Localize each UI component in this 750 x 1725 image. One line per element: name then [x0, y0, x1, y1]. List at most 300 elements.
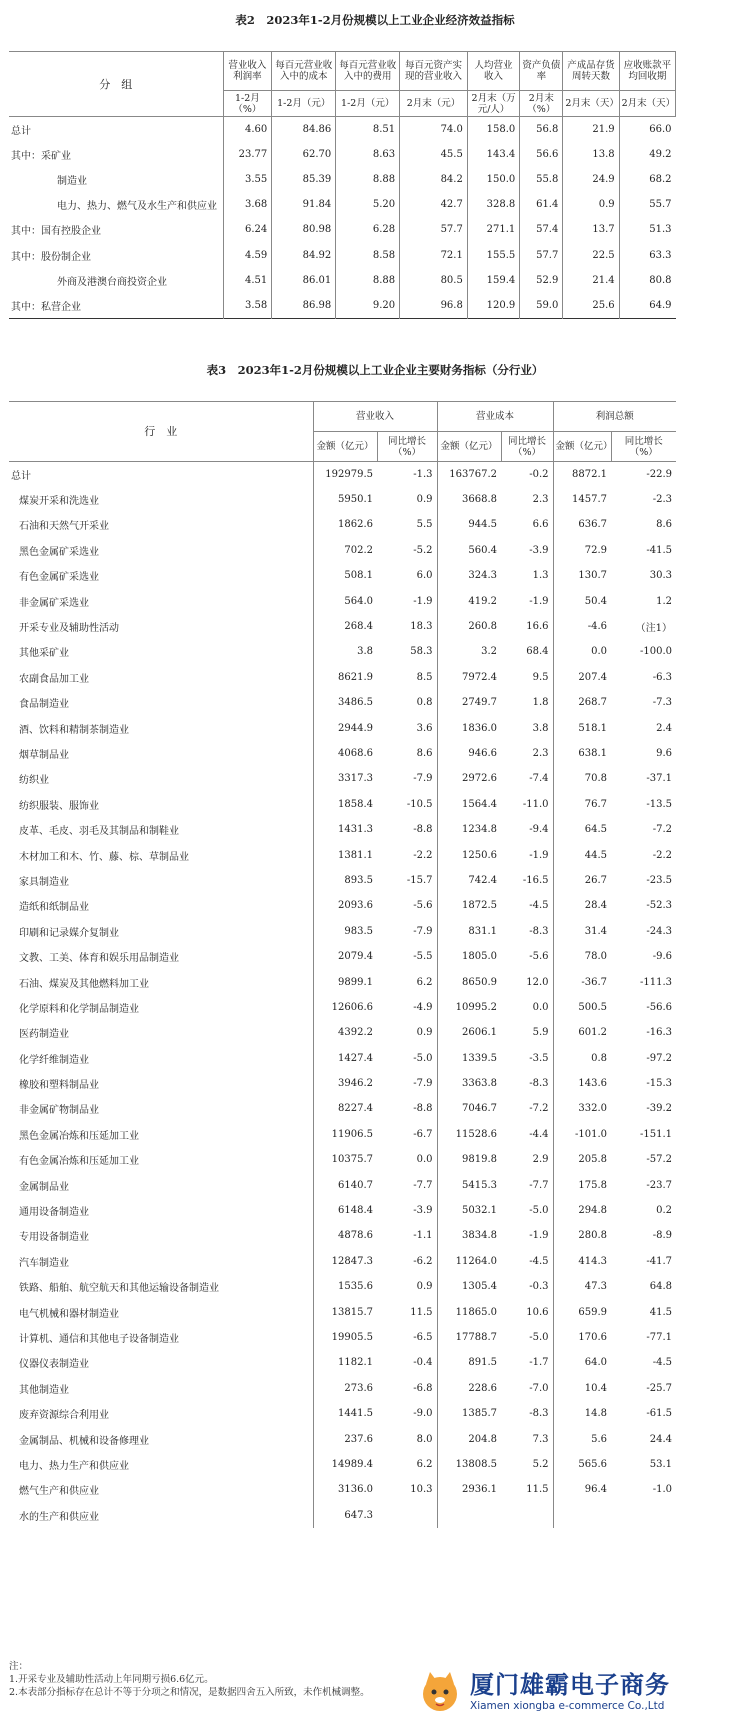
table-cell: 64.8	[649, 1281, 672, 1293]
row-label: 木材加工和木、竹、藤、棕、草制品业	[19, 851, 189, 863]
row-label: 非金属矿采选业	[19, 597, 89, 609]
row-label: 金属制品、机械和设备修理业	[19, 1435, 149, 1447]
row-label: 文教、工美、体育和娱乐用品制造业	[19, 953, 179, 965]
table-row	[9, 639, 676, 664]
table-row	[9, 1350, 676, 1375]
table-cell: 21.9	[563, 117, 619, 142]
table-cell: 57.4	[520, 217, 563, 242]
table2-body	[9, 117, 676, 319]
table-cell: 8.5	[416, 671, 433, 683]
table-cell: -41.5	[646, 544, 672, 556]
table-cell: 10.4	[553, 1376, 611, 1401]
table-cell: 893.5	[313, 868, 377, 893]
table-cell: 1457.7	[553, 487, 611, 512]
row-label: 废弃资源综合利用业	[19, 1410, 109, 1422]
table-cell: 0.0	[532, 1001, 549, 1013]
table-cell: 80.5	[400, 268, 468, 293]
table-cell: 86.01	[272, 268, 336, 293]
table-cell: 53.1	[649, 1458, 672, 1470]
table-cell: 2749.7	[437, 690, 501, 715]
table-cell: 268.7	[553, 690, 611, 715]
table-row	[9, 1147, 676, 1172]
column-header: 每百元营业收入中的费用	[336, 52, 400, 91]
table-cell: -57.2	[646, 1154, 672, 1166]
table-cell: 0.9	[416, 1027, 433, 1039]
table-cell: 4392.2	[313, 1020, 377, 1045]
table-cell: 22.5	[563, 242, 619, 267]
table-cell: -4.6	[553, 614, 611, 639]
table-cell: 1234.8	[437, 817, 501, 842]
table-cell: 96.8	[400, 293, 468, 318]
table-cell: -9.0	[413, 1408, 433, 1420]
table-cell: -5.0	[413, 1052, 433, 1064]
table-cell: -100.0	[639, 646, 672, 658]
table-cell: 13.8	[563, 142, 619, 167]
table-cell: 3136.0	[313, 1477, 377, 1502]
table-row	[9, 817, 676, 842]
sub-header-amount: 金额（亿元）	[437, 432, 501, 462]
table-cell: 143.6	[553, 1071, 611, 1096]
table-cell: 1305.4	[437, 1274, 501, 1299]
table-row	[9, 538, 676, 563]
table-cell: 1872.5	[437, 893, 501, 918]
table-cell: 72.9	[553, 538, 611, 563]
sub-header-growth: 同比增长（%）	[501, 432, 553, 462]
table-row	[9, 512, 676, 537]
table-cell: 6148.4	[313, 1198, 377, 1223]
table-cell: 11264.0	[437, 1249, 501, 1274]
table-cell: 11906.5	[313, 1122, 377, 1147]
table-cell: -1.9	[529, 1230, 549, 1242]
table-cell: 419.2	[437, 588, 501, 613]
table-cell: 12847.3	[313, 1249, 377, 1274]
table-cell: -15.7	[406, 874, 433, 886]
row-label: 石油和天然气开采业	[19, 521, 109, 533]
table-cell: 5.6	[553, 1426, 611, 1451]
table-cell: 3.8	[313, 639, 377, 664]
table-cell: -24.3	[646, 925, 672, 937]
table-cell: 143.4	[467, 142, 519, 167]
table-cell: 702.2	[313, 538, 377, 563]
table-cell: 2079.4	[313, 944, 377, 969]
table-cell: 237.6	[313, 1426, 377, 1451]
table-cell: 7046.7	[437, 1096, 501, 1121]
table-row	[9, 741, 676, 766]
table-cell: 946.6	[437, 741, 501, 766]
table-cell: 192979.5	[313, 462, 377, 487]
table-cell: 21.4	[563, 268, 619, 293]
table-cell: -10.5	[406, 798, 433, 810]
table-cell: 68.2	[619, 167, 675, 192]
table-cell: -6.3	[652, 671, 672, 683]
table-cell: -97.2	[646, 1052, 672, 1064]
table-cell: 61.4	[520, 192, 563, 217]
table-cell: 26.7	[553, 868, 611, 893]
row-label: 其中：采矿业	[11, 150, 71, 162]
row-label: 煤炭开采和洗选业	[19, 496, 99, 508]
table-cell: -1.3	[413, 468, 433, 480]
row-label: 纺织服装、服饰业	[19, 800, 99, 812]
table-cell: 7972.4	[437, 665, 501, 690]
row-label: 印刷和记录媒介复制业	[19, 927, 119, 939]
table-cell: 0.8	[553, 1045, 611, 1070]
table-cell: 1381.1	[313, 842, 377, 867]
table-cell: 601.2	[553, 1020, 611, 1045]
table-cell: 11865.0	[437, 1299, 501, 1324]
table3-body	[9, 462, 676, 1528]
table-row	[9, 1249, 676, 1274]
table-cell: 268.4	[313, 614, 377, 639]
table-cell: 8227.4	[313, 1096, 377, 1121]
row-label: 电力、热力生产和供应业	[19, 1460, 129, 1472]
table-cell: 2936.1	[437, 1477, 501, 1502]
table-cell: 280.8	[553, 1223, 611, 1248]
table-cell: -5.2	[413, 544, 433, 556]
table-cell: -13.5	[646, 798, 672, 810]
table-cell: 0.9	[416, 1281, 433, 1293]
row-label: 燃气生产和供应业	[19, 1486, 99, 1498]
table-cell: -4.5	[529, 900, 549, 912]
table-cell: 0.9	[416, 494, 433, 506]
table-cell: 271.1	[467, 217, 519, 242]
row-label: 化学纤维制造业	[19, 1054, 89, 1066]
row-label: 橡胶和塑料制品业	[19, 1080, 99, 1092]
table2-title: 表2 2023年1-2月份规模以上工业企业经济效益指标	[235, 13, 515, 27]
watermark	[418, 1663, 680, 1721]
table-cell: -11.0	[522, 798, 549, 810]
group-header: 分 组	[9, 52, 223, 117]
table-cell: 91.84	[272, 192, 336, 217]
table-cell: 1.8	[532, 697, 549, 709]
table-cell: 6.2	[416, 1458, 433, 1470]
table-cell: 84.86	[272, 117, 336, 142]
row-label: 烟草制品业	[19, 749, 69, 761]
table-cell: 1805.0	[437, 944, 501, 969]
row-label: 铁路、船舶、航空航天和其他运输设备制造业	[19, 1283, 219, 1295]
table-cell: 4068.6	[313, 741, 377, 766]
row-label: 石油、煤炭及其他燃料加工业	[19, 978, 149, 990]
table-cell: -1.9	[529, 849, 549, 861]
table-cell: -5.6	[413, 900, 433, 912]
table-cell: 4.51	[223, 268, 272, 293]
table-cell: -1.0	[652, 1484, 672, 1496]
table-cell: 4.60	[223, 117, 272, 142]
table-cell: -0.3	[529, 1281, 549, 1293]
table-cell: -25.7	[646, 1382, 672, 1394]
table-cell: 0.8	[416, 697, 433, 709]
table-cell: 150.0	[467, 167, 519, 192]
table-cell: 8872.1	[553, 462, 611, 487]
table-cell: 3317.3	[313, 766, 377, 791]
table-row	[9, 944, 676, 969]
table-cell: -16.3	[646, 1027, 672, 1039]
table-row	[9, 142, 676, 167]
table-cell: -5.6	[529, 951, 549, 963]
row-label: 开采专业及辅助性活动	[19, 623, 119, 635]
note-item: 1.开采专业及辅助性活动上年同期亏损6.6亿元。	[9, 1674, 214, 1685]
table-cell: 55.8	[520, 167, 563, 192]
table2-header-row	[9, 52, 676, 91]
table-cell: -16.5	[522, 874, 549, 886]
column-header: 资产负债率	[520, 52, 563, 91]
table-cell: 52.9	[520, 268, 563, 293]
table-cell: 45.5	[400, 142, 468, 167]
column-unit: 2月末（天）	[563, 91, 619, 117]
table-cell: -1.7	[529, 1357, 549, 1369]
table-cell: -52.3	[646, 900, 672, 912]
column-unit: 2月末（万元/人）	[467, 91, 519, 117]
table-cell: 647.3	[313, 1503, 377, 1528]
table-cell: 17788.7	[437, 1325, 501, 1350]
table-row	[9, 893, 676, 918]
table-cell: 2606.1	[437, 1020, 501, 1045]
table-cell: 1535.6	[313, 1274, 377, 1299]
table3-title: 表3 2023年1-2月份规模以上工业企业主要财务指标（分行业）	[206, 363, 544, 377]
table-cell: 56.6	[520, 142, 563, 167]
table-cell: 508.1	[313, 563, 377, 588]
table-cell: 64.0	[553, 1350, 611, 1375]
row-label: 通用设备制造业	[19, 1207, 89, 1219]
table-cell: -2.2	[413, 849, 433, 861]
table-cell: 5415.3	[437, 1172, 501, 1197]
table-cell: 2944.9	[313, 715, 377, 740]
table-row	[9, 1452, 676, 1477]
table-cell: -2.3	[652, 494, 672, 506]
table-cell: 8.58	[336, 242, 400, 267]
table-cell: 11.5	[526, 1484, 549, 1496]
table-row	[9, 868, 676, 893]
row-label: 非金属矿物制品业	[19, 1105, 99, 1117]
table-cell: -111.3	[639, 976, 672, 988]
table-row	[9, 167, 676, 192]
table-cell: 12606.6	[313, 995, 377, 1020]
table-cell: 944.5	[437, 512, 501, 537]
table-cell: 130.7	[553, 563, 611, 588]
table-cell: 155.5	[467, 242, 519, 267]
table-cell: 2.3	[532, 494, 549, 506]
table-cell: 1836.0	[437, 715, 501, 740]
table-cell: 84.2	[400, 167, 468, 192]
table-row	[9, 1274, 676, 1299]
table-cell: 8.63	[336, 142, 400, 167]
table-cell: 18.3	[410, 621, 433, 633]
table-cell: 170.6	[553, 1325, 611, 1350]
table-cell: -1.9	[529, 595, 549, 607]
table-row	[9, 268, 676, 293]
table-cell: 6.0	[416, 570, 433, 582]
table-cell	[501, 1503, 553, 1528]
table-row	[9, 995, 676, 1020]
table-cell: 47.3	[553, 1274, 611, 1299]
table-cell: 41.5	[649, 1306, 672, 1318]
table-cell: -8.3	[529, 1078, 549, 1090]
row-label: 外商及港澳台商投资企业	[57, 276, 167, 288]
table-row	[9, 462, 676, 487]
table-cell: 8.0	[416, 1433, 433, 1445]
table-row	[9, 487, 676, 512]
table-cell: 324.3	[437, 563, 501, 588]
table-cell: 7.3	[532, 1433, 549, 1445]
table-cell: 228.6	[437, 1376, 501, 1401]
table-cell: -0.2	[529, 468, 549, 480]
column-header: 每百元资产实现的营业收入	[400, 52, 468, 91]
table-cell: 2.4	[656, 722, 672, 734]
table-cell: 64.9	[619, 293, 675, 318]
table-cell: 44.5	[553, 842, 611, 867]
table-cell: 1182.1	[313, 1350, 377, 1375]
table-cell: 260.8	[437, 614, 501, 639]
table-cell: 159.4	[467, 268, 519, 293]
table-cell: 891.5	[437, 1350, 501, 1375]
table-cell	[377, 1503, 437, 1528]
table-cell: 85.39	[272, 167, 336, 192]
table-row	[9, 1477, 676, 1502]
table-cell: 636.7	[553, 512, 611, 537]
table-cell: -23.7	[646, 1179, 672, 1191]
table-cell: 1.2	[656, 595, 672, 607]
table-cell: -8.9	[652, 1230, 672, 1242]
column-header: 营业收入利润率	[223, 52, 272, 91]
row-label: 电力、热力、燃气及水生产和供应业	[57, 201, 217, 213]
column-unit: 2月末（天）	[619, 91, 675, 117]
row-label: 其他采矿业	[19, 648, 69, 660]
table-row	[9, 117, 676, 142]
table-cell: 1427.4	[313, 1045, 377, 1070]
table-cell: 3.58	[223, 293, 272, 318]
table-cell: -8.8	[413, 1103, 433, 1115]
table-cell: -3.5	[529, 1052, 549, 1064]
table-cell: -77.1	[646, 1331, 672, 1343]
table-row	[9, 1045, 676, 1070]
table-cell: 13.7	[563, 217, 619, 242]
row-label: 其中：股份制企业	[11, 251, 91, 263]
table-cell: 414.3	[553, 1249, 611, 1274]
table-cell: 10995.2	[437, 995, 501, 1020]
row-label: 其中：私营企业	[11, 301, 81, 313]
table-cell: 5032.1	[437, 1198, 501, 1223]
table-cell: 742.4	[437, 868, 501, 893]
table-cell: 2093.6	[313, 893, 377, 918]
table-cell: 1385.7	[437, 1401, 501, 1426]
table-cell: 12.0	[526, 976, 549, 988]
table-cell: 55.7	[619, 192, 675, 217]
table-cell: -0.4	[413, 1357, 433, 1369]
table-cell: 84.92	[272, 242, 336, 267]
table-cell: 3.6	[416, 722, 433, 734]
table-cell: 5.9	[532, 1027, 549, 1039]
table-cell: -37.1	[646, 773, 672, 785]
table-cell: 80.98	[272, 217, 336, 242]
table-cell: 0.2	[656, 1205, 672, 1217]
table-cell: 51.3	[619, 217, 675, 242]
table3-header-row	[9, 402, 676, 432]
table-cell: 638.1	[553, 741, 611, 766]
table-cell: -36.7	[553, 969, 611, 994]
table-cell: 560.4	[437, 538, 501, 563]
row-label: 总计	[11, 470, 31, 482]
column-header: 应收账款平均回收期	[619, 52, 675, 91]
table-cell: 659.9	[553, 1299, 611, 1324]
table-cell: 10.6	[526, 1306, 549, 1318]
table-row	[9, 1020, 676, 1045]
table-cell: -61.5	[646, 1408, 672, 1420]
row-label: 制造业	[57, 175, 87, 187]
row-label: 家具制造业	[19, 876, 69, 888]
table-cell: 14.8	[553, 1401, 611, 1426]
table-cell: 1431.3	[313, 817, 377, 842]
column-header: 每百元营业收入中的成本	[272, 52, 336, 91]
table-cell: 158.0	[467, 117, 519, 142]
table-cell: -3.9	[529, 544, 549, 556]
table-cell: -7.2	[652, 824, 672, 836]
row-label: 计算机、通信和其他电子设备制造业	[19, 1333, 179, 1345]
table-cell: 58.3	[410, 646, 433, 658]
table-cell: 500.5	[553, 995, 611, 1020]
table-cell: 163767.2	[437, 462, 501, 487]
table-cell: -3.9	[413, 1205, 433, 1217]
table-cell: 9.5	[532, 671, 549, 683]
table-cell: 1339.5	[437, 1045, 501, 1070]
table-row	[9, 1071, 676, 1096]
table-cell: 1250.6	[437, 842, 501, 867]
table-cell: 31.4	[553, 919, 611, 944]
table-cell: -7.9	[413, 925, 433, 937]
table-cell: -5.0	[529, 1205, 549, 1217]
table-cell: -7.7	[413, 1179, 433, 1191]
table-cell: 72.1	[400, 242, 468, 267]
row-label: 有色金属矿采选业	[19, 572, 99, 584]
table-cell: 10375.7	[313, 1147, 377, 1172]
company-name-en: Xiamen xiongba e-commerce Co.,Ltd	[470, 1700, 665, 1712]
table-cell: 59.0	[520, 293, 563, 318]
table-row	[9, 293, 676, 318]
table-cell: 5950.1	[313, 487, 377, 512]
note-item: 2.本表部分指标存在总计不等于分项之和情况，是数据四舍五入所致，未作机械调整。	[9, 1687, 370, 1698]
row-label: 电气机械和器材制造业	[19, 1308, 119, 1320]
table-row	[9, 842, 676, 867]
table-cell: 68.4	[526, 646, 549, 658]
table-cell: -6.2	[413, 1255, 433, 1267]
table-cell: 63.3	[619, 242, 675, 267]
row-label: 农副食品加工业	[19, 673, 89, 685]
table-row	[9, 1426, 676, 1451]
table-cell: 70.8	[553, 766, 611, 791]
table-cell: -8.8	[413, 824, 433, 836]
table-row	[9, 1122, 676, 1147]
table-cell: -6.7	[413, 1128, 433, 1140]
table-cell: 8.51	[336, 117, 400, 142]
table-cell: 62.70	[272, 142, 336, 167]
table-cell: 3363.8	[437, 1071, 501, 1096]
table-cell: 6.24	[223, 217, 272, 242]
table-cell: -7.9	[413, 773, 433, 785]
industry-header: 行 业	[9, 402, 313, 462]
table-cell: -2.2	[652, 849, 672, 861]
table-cell: -6.5	[413, 1331, 433, 1343]
column-unit: 1-2月（元）	[336, 91, 400, 117]
table-cell: 4878.6	[313, 1223, 377, 1248]
table-cell: 24.4	[649, 1433, 672, 1445]
table-cell: -4.4	[529, 1128, 549, 1140]
group-header-profit: 利润总额	[553, 402, 676, 432]
table-cell: -5.5	[413, 951, 433, 963]
row-label: 金属制品业	[19, 1181, 69, 1193]
column-unit: 2月末（%）	[520, 91, 563, 117]
row-label: 总计	[11, 125, 31, 137]
table-cell: -7.9	[413, 1078, 433, 1090]
table-cell: 28.4	[553, 893, 611, 918]
row-label: 皮革、毛皮、羽毛及其制品和制鞋业	[19, 826, 179, 838]
